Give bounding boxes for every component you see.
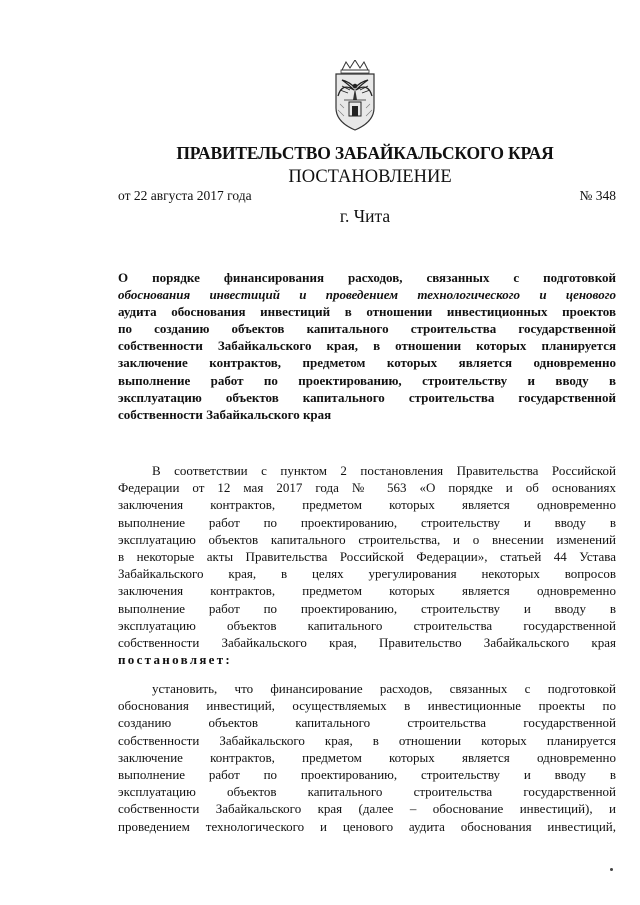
paragraph-line: проведением технологического и ценового аудита обоснования инвестиций, (118, 818, 616, 834)
page-dot-mark (610, 868, 613, 871)
subject-line: аудита обоснования инвестиций в отношении инвестиционных проектов (118, 304, 616, 320)
subject-line: обоснования инвестиций и проведением технологического и ценового (118, 287, 616, 303)
paragraph-line: эксплуатацию объектов капитального строительства государственной (118, 617, 616, 633)
paragraph-line: обоснования инвестиций, осуществляемых в инвестиционные проекты по (118, 698, 616, 714)
subject-line: эксплуатацию объектов капитального строительства государственной (118, 389, 616, 405)
preamble-paragraph (118, 462, 616, 668)
document-subject (118, 269, 616, 423)
document-number: № 348 (579, 188, 616, 203)
document-type-heading: ПОСТАНОВЛЕНИЕ (288, 167, 452, 187)
paragraph-line: Забайкальского края, в целях урегулирования некоторых вопросов (118, 566, 616, 582)
paragraph-line: заключения контрактов, предметом которых является одновременно (118, 497, 616, 513)
subject-line: заключение контрактов, предметом которых является одновременно (118, 355, 616, 371)
paragraph-line: собственности Забайкальского края (далее – обоснование инвестиций), и (118, 801, 616, 817)
resolves-keyword: постановляет: (118, 652, 233, 668)
subject-line: собственности Забайкальского края (118, 406, 332, 422)
subject-line: выполнение работ по проектированию, строительству и вводу в (118, 372, 616, 388)
paragraph-line: установить, что финансирование расходов, связанных с подготовкой (152, 681, 616, 696)
document-date: от 22 августа 2017 года (118, 188, 252, 203)
paragraph-line: заключения контрактов, предметом которых является одновременно (118, 583, 616, 599)
paragraph-line: собственности Забайкальского края, Правительство Забайкальского края (118, 635, 616, 651)
paragraph-line: выполнение работ по проектированию, строительству и вводу в (118, 514, 616, 530)
paragraph-line: заключение контрактов, предметом которых является одновременно (118, 749, 616, 765)
paragraph-line: в некоторые акты Правительства Российской Федерации», статьей 44 Устава (118, 549, 616, 565)
subject-line: по созданию объектов капитального строительства государственной (118, 321, 616, 337)
coat-of-arms-icon (328, 60, 382, 132)
paragraph-line: В соответствии с пунктом 2 постановления Правительства Российской (152, 463, 616, 478)
subject-line: собственности Забайкальского края, в отношении которых планируется (118, 338, 616, 354)
paragraph-line: Федерации от 12 мая 2017 года № 563 «О порядке и об основаниях (118, 480, 616, 496)
document-city: г. Чита (339, 206, 391, 226)
paragraph-line: эксплуатацию объектов капитального строительства, и о внесении изменений (118, 531, 616, 547)
government-name: ПРАВИТЕЛЬСТВО ЗАБАЙКАЛЬСКОГО КРАЯ (176, 143, 554, 163)
paragraph-line: эксплуатацию объектов капитального строительства государственной (118, 784, 616, 800)
paragraph-line: выполнение работ по проектированию, строительству и вводу в (118, 600, 616, 616)
paragraph-line: созданию объектов капитального строительства государственной (118, 715, 616, 731)
resolution-paragraph (118, 680, 616, 835)
paragraph-line: выполнение работ по проектированию, строительству и вводу в (118, 767, 616, 783)
subject-line: О порядке финансирования расходов, связанных с подготовкой (118, 270, 616, 285)
paragraph-line: собственности Забайкальского края, в отношении которых планируется (118, 732, 616, 748)
